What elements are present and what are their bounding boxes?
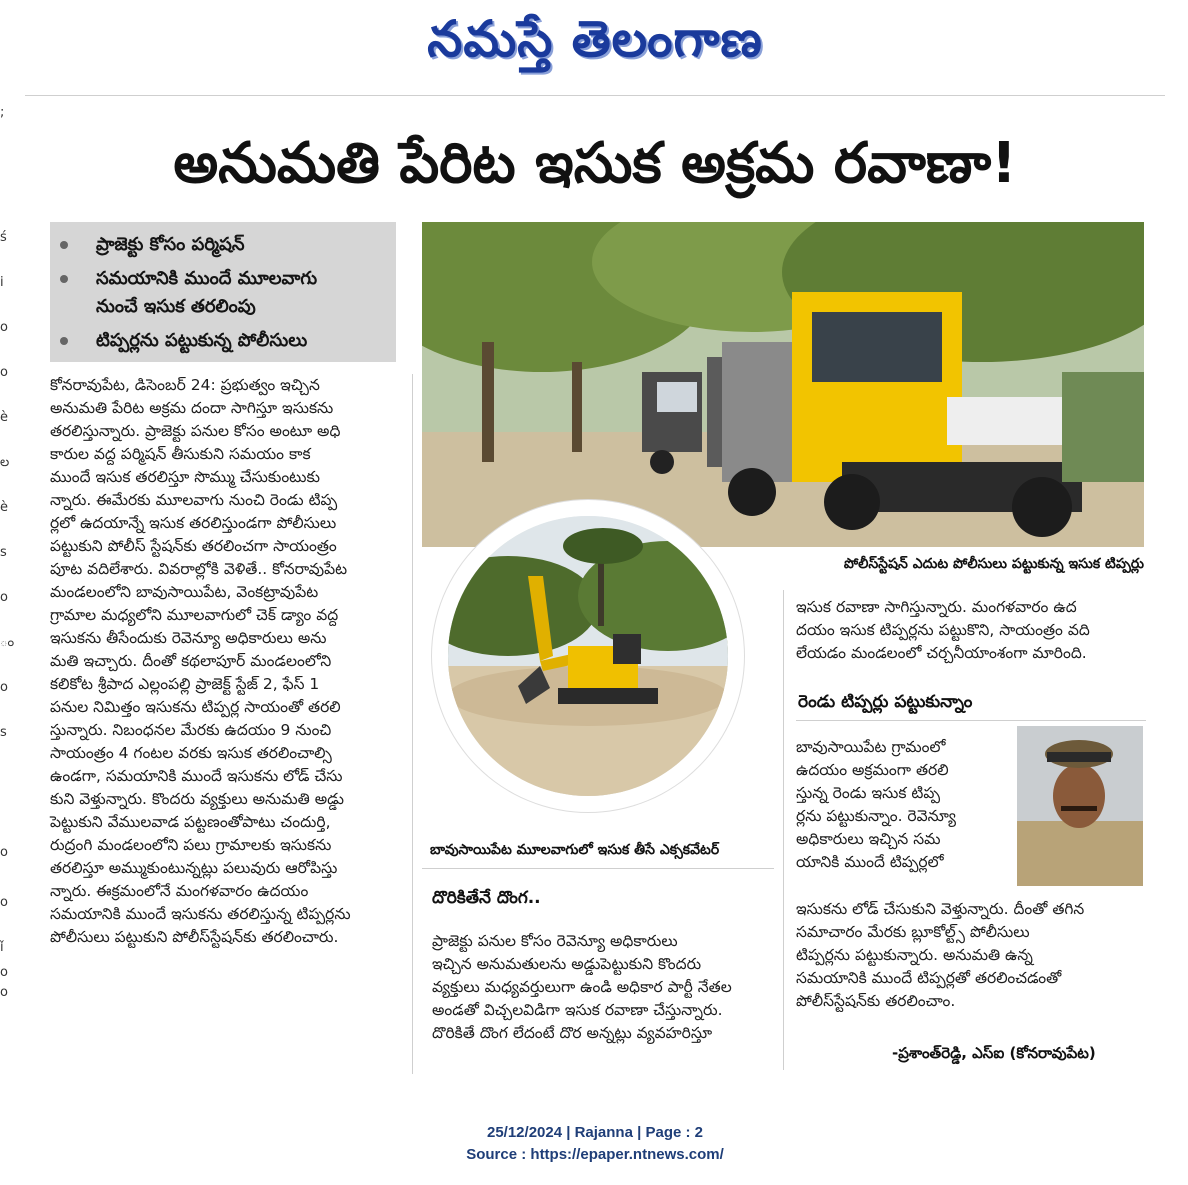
bullet-icon — [60, 241, 68, 249]
right-subhead: రెండు టిప్పర్లు పట్టుకున్నాం — [798, 692, 973, 712]
quote-line: బావుసాయిపేట గ్రామంలో — [796, 738, 946, 756]
column-rule — [412, 374, 413, 1074]
footer-date-edition: 25/12/2024 | Rajanna | Page : 2 — [486, 1124, 703, 1141]
body-line: పట్టుకుని పోలీస్ స్టేషన్‌కు తరలించగా సాయంత్రం — [50, 537, 337, 555]
body-line: అనుమతి పేరిట అక్రమ దందా సాగిస్తూ ఇసుకను — [50, 399, 334, 417]
subhead-rule — [796, 720, 1146, 721]
body-line: ఇసుక రవాణా సాగిస్తున్నారు. మంగళవారం ఉద — [796, 598, 1077, 616]
quote-text-narrow — [796, 736, 1011, 874]
bullet-icon — [60, 337, 68, 345]
body-line: తరలిస్తూ అమ్ముకుంటున్నట్లు పలువురు ఆరోపిస్తు — [50, 859, 338, 877]
middle-subhead: దొరికితేనే దొంగ.. — [432, 888, 541, 908]
trucks-photo-caption: పోలీస్‌స్టేషన్ ఎదుట పోలీసులు పట్టుకున్న ఇసుక టిప్పర్లు — [843, 556, 1144, 572]
highlights-box: ప్రాజెక్టు కోసం పర్మిషన్ సమయానికి ముందే మూలవాగు నుంచే ఇసుక తరలింపు టిప్పర్లను పట్టుకున్న పోలీసులు — [50, 222, 396, 362]
left-column-text — [50, 374, 400, 949]
officer-portrait — [1017, 726, 1143, 886]
body-line: ప్రాజెక్టు పనుల కోసం రెవెన్యూ అధికారులు — [432, 932, 678, 950]
body-line: రుద్రంగి మండలంలోని పలు గ్రామాలకు ఇసుకను — [50, 836, 332, 854]
body-line: గ్రామాల మధ్యలోని మూలవాగులో చెక్ డ్యాం వద్ద — [50, 606, 339, 624]
body-line: స్తున్నారు. నిబంధనల మేరకు ఉదయం 9 నుంచి — [50, 721, 332, 739]
column-rule — [783, 590, 784, 1070]
body-line: ఉండగా, సమయానికి ముందే ఇసుకను లోడ్ చేసు — [50, 767, 343, 785]
quote-line: యానికి ముందే టిప్పర్లలో — [796, 853, 944, 871]
right-column-text — [796, 596, 1146, 665]
body-line: న్నారు. ఈమేరకు మూలవాగు నుంచి రెండు టిప్ప — [50, 491, 338, 509]
body-line: కలికోట శ్రీపాద ఎల్లంపల్లి ప్రాజెక్ట్ స్టేజ్ 2, ఫేస్ 1 — [50, 675, 320, 693]
body-line: న్నారు. ఈక్రమంలోనే మంగళవారం ఉదయం — [50, 882, 309, 900]
quote-line: అధికారులు ఇచ్చిన సమ — [796, 830, 941, 848]
body-line: కారుల వద్ద పర్మిషన్ తీసుకుని సమయం కాక — [50, 445, 311, 463]
body-line: మతి ఇచ్చారు. దీంతో కథలాపూర్ మండలంలోని — [50, 652, 332, 670]
quote-text-full — [796, 898, 1146, 1013]
quote-line: స్తున్న రెండు ఇసుక టిప్ప — [796, 784, 941, 802]
excavator-illustration — [448, 516, 728, 796]
body-line: ముందే ఇసుక తరలిస్తూ సొమ్ము చేసుకుంటుకు — [50, 468, 320, 486]
quote-line: టిప్పర్లను పట్టుకున్నారు. అనుమతి ఉన్న — [796, 946, 1033, 964]
body-line: ఇచ్చిన అనుమతులను అడ్డుపెట్టుకుని కొందరు — [432, 955, 702, 973]
trucks-illustration — [422, 222, 1144, 547]
body-line: కోనరావుపేట, డిసెంబర్ 24: ప్రభుత్వం ఇచ్చిన — [50, 376, 320, 394]
officer-illustration — [1017, 726, 1143, 886]
body-line: వ్యక్తులు మధ్యవర్తులుగా ఉండి అధికార పార్టీ నేతల — [432, 978, 732, 996]
left-gutter: ; ś i o o è ల è s o ం o s o o ǐ o o — [0, 105, 15, 1000]
body-line: అండతో విచ్చలవిడిగా ఇసుక రవాణా చేస్తున్నారు. — [432, 1001, 723, 1019]
quote-line: సమాచారం మేరకు బ్లూకోల్ట్స్ పోలీసులు — [796, 923, 1030, 941]
footer-source: Source : https://epaper.ntnews.com/ — [466, 1146, 724, 1163]
top-rule — [25, 95, 1165, 96]
body-line: దయం ఇసుక టిప్పర్లను పట్టుకొని, సాయంత్రం వది — [796, 621, 1090, 639]
body-line: పనుల నిమిత్తం ఇసుకను టిప్పర్ల సాయంతో తరలి — [50, 698, 341, 716]
quote-line: పోలీస్‌స్టేషన్‌కు తరలించాం. — [796, 992, 956, 1010]
quote-line: సమయానికి ముందే టిప్పర్లతో తరలించడంతో — [796, 969, 1062, 987]
middle-column-text — [432, 930, 772, 1045]
quote-line: ర్లను పట్టుకున్నాం. రెవెన్యూ — [796, 807, 956, 825]
quote-line: ఇసుకను లోడ్ చేసుకుని వెళ్తున్నారు. దీంతో తగిన — [796, 900, 1085, 918]
byline: -ప్రశాంత్‌రెడ్డి, ఎస్ఐ (కోనరావుపేట) — [892, 1044, 1096, 1062]
body-line: పెట్టుకుని వేములవాడ పట్టణంతోపాటు చందుర్తి, — [50, 813, 331, 831]
caption-rule — [422, 868, 774, 869]
body-line: కుని వెళ్తున్నారు. కొందరు వ్యక్తులు అనుమతి అడ్డు — [50, 790, 344, 808]
body-line: తరలిస్తున్నారు. ప్రాజెక్టు పనుల కోసం అంటూ అధి — [50, 422, 341, 440]
body-line: సాయంత్రం 4 గంటల వరకు ఇసుక తరలించాల్సి — [50, 744, 332, 762]
excavator-photo — [448, 516, 728, 796]
masthead-logo: నమస్తే తెలంగాణ — [427, 10, 763, 68]
excavator-photo-caption: బావుసాయిపేట మూలవాగులో ఇసుక తీసే ఎక్సకవేటర్ — [430, 842, 720, 858]
body-line: ర్లలో ఉదయాన్నే ఇసుక తరలిస్తుండగా పోలీసులు — [50, 514, 337, 532]
body-line: మండలంలోని బావుసాయిపేట, వెంకట్రావుపేట — [50, 583, 319, 601]
trucks-photo — [422, 222, 1144, 547]
quote-line: ఉదయం అక్రమంగా తరలి — [796, 761, 949, 779]
headline: అనుమతి పేరిట ఇసుక అక్రమ రవాణా! — [173, 131, 1017, 196]
body-line: దొరికితే దొంగ లేదంటే దొర అన్నట్లు వ్యవహరిస్తూ — [432, 1024, 713, 1042]
body-line: పూట వదిలేశారు. వివరాల్లోకి వెళితే.. కోనరావుపేట — [50, 560, 348, 578]
body-line: లేయడం మండలంలో చర్చనీయాంశంగా మారింది. — [796, 644, 1087, 662]
body-line: పోలీసులు పట్టుకుని పోలీస్‌స్టేషన్‌కు తరలించారు. — [50, 928, 339, 946]
body-line: సమయానికి ముందే ఇసుకను తరలిస్తున్న టిప్పర్లను — [50, 905, 351, 923]
body-line: ఇసుకను తీసేందుకు రెవెన్యూ అధికారులు అను — [50, 629, 327, 647]
bullet-icon — [60, 275, 68, 283]
